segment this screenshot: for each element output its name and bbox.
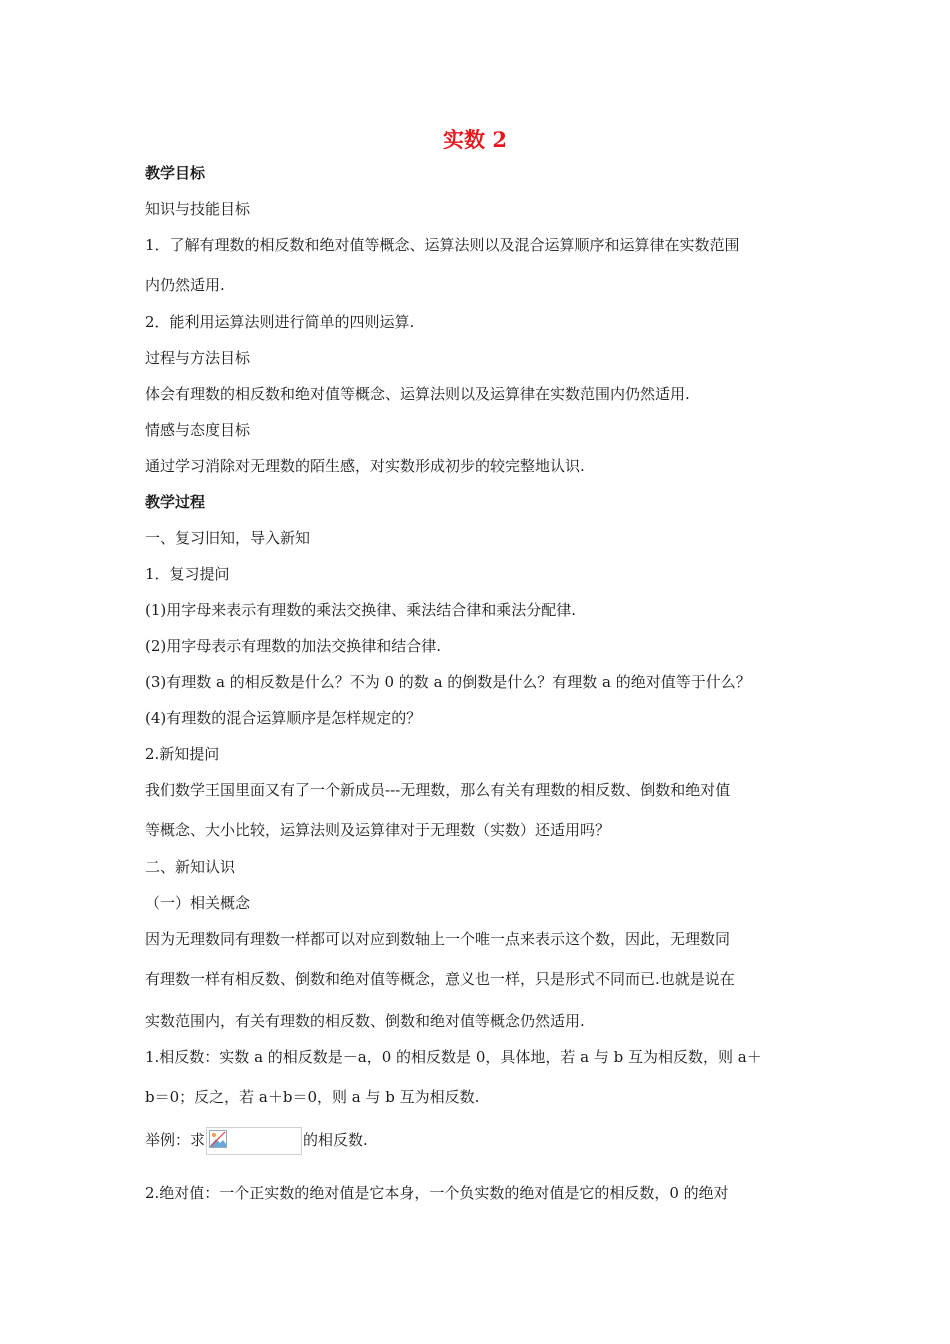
paragraph-r1: 1．复习提问 <box>145 565 230 583</box>
question-1: (1)用字母来表示有理数的乘法交换律、乘法结合律和乘法分配律. <box>145 601 577 619</box>
example-prefix: 举例：求 <box>145 1131 206 1149</box>
heading-emotion-goals: 情感与态度目标 <box>145 421 251 439</box>
heading-teaching-goals: 教学目标 <box>145 164 206 182</box>
heading-teaching-process: 教学过程 <box>145 493 206 511</box>
paragraph-c2: 有理数一样有相反数、倒数和绝对值等概念，意义也一样，只是形式不同而已.也就是说在 <box>145 970 735 988</box>
paragraph-k1-line2: 内仍然适用. <box>145 276 225 294</box>
question-2: (2)用字母表示有理数的加法交换律和结合律. <box>145 637 442 655</box>
paragraph-s2: 二、新知认识 <box>145 858 236 876</box>
paragraph-s2a: （一）相关概念 <box>145 894 251 912</box>
heading-process-goals: 过程与方法目标 <box>145 349 251 367</box>
paragraph-d2: 2.绝对值：一个正实数的绝对值是它本身，一个负实数的绝对值是它的相反数，0 的绝对 <box>145 1184 729 1202</box>
paragraph-n1-line2: 等概念、大小比较，运算法则及运算律对于无理数（实数）还适用吗？ <box>145 821 611 839</box>
page-title: 实数 2 <box>443 127 507 152</box>
question-3: (3)有理数 a 的相反数是什么？不为 0 的数 a 的倒数是什么？有理数 a 的绝对值等于什么？ <box>145 673 751 691</box>
paragraph-e1: 通过学习消除对无理数的陌生感，对实数形成初步的较完整地认识. <box>145 457 585 475</box>
question-4: (4)有理数的混合运算顺序是怎样规定的？ <box>145 709 422 727</box>
paragraph-r0: 一、复习旧知，导入新知 <box>145 529 311 547</box>
paragraph-d1-line1: 1.相反数：实数 a 的相反数是－a，0 的相反数是 0，具体地，若 a 与 b 互为相反数，则 a＋ <box>145 1048 762 1066</box>
paragraph-n0: 2.新知提问 <box>145 745 220 763</box>
paragraph-c1: 因为无理数同有理数一样都可以对应到数轴上一个唯一点来表示这个数，因此，无理数同 <box>145 930 731 948</box>
paragraph-c3: 实数范围内，有关有理数的相反数、倒数和绝对值等概念仍然适用. <box>145 1012 585 1030</box>
example-suffix: 的相反数. <box>303 1131 368 1149</box>
example-line <box>145 1127 368 1155</box>
paragraph-d1-line2: b＝0；反之，若 a＋b＝0，则 a 与 b 互为相反数. <box>145 1088 480 1106</box>
paragraph-n1-line1: 我们数学王国里面又有了一个新成员---无理数，那么有关有理数的相反数、倒数和绝对值 <box>145 781 731 799</box>
broken-image-icon <box>206 1127 302 1155</box>
paragraph-k1-line1: 1．了解有理数的相反数和绝对值等概念、运算法则以及混合运算顺序和运算律在实数范围 <box>145 236 740 254</box>
paragraph-k2: 2．能利用运算法则进行简单的四则运算. <box>145 313 415 331</box>
paragraph-p1: 体会有理数的相反数和绝对值等概念、运算法则以及运算律在实数范围内仍然适用. <box>145 385 690 403</box>
heading-knowledge-goals: 知识与技能目标 <box>145 200 251 218</box>
